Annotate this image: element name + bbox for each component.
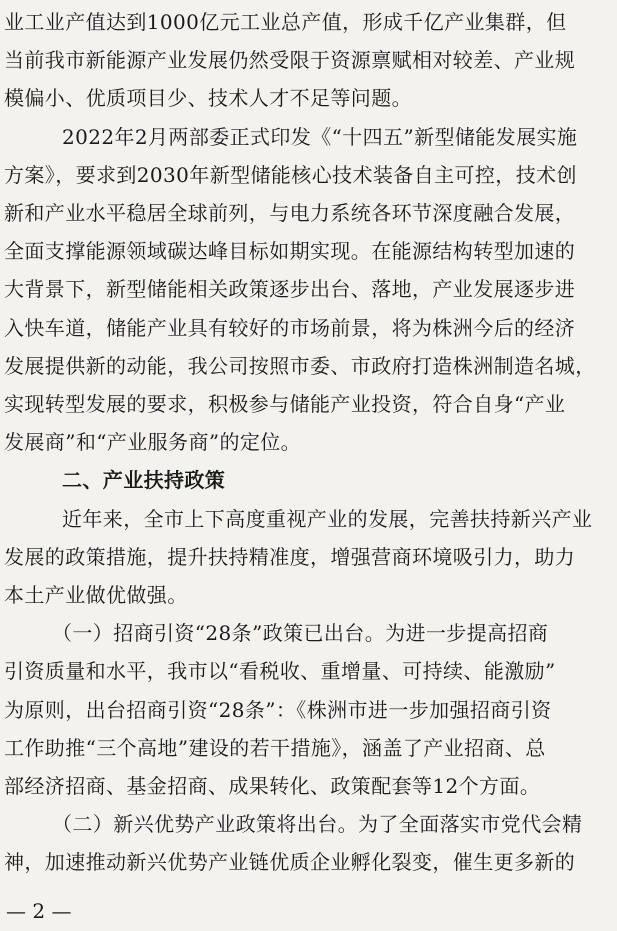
paragraph-4-line-3: 为原则，出台招商引资“28条”：《株洲市进一步加强招商引资 <box>4 697 552 722</box>
paragraph-2-line-9: 发展商”和“产业服务商”的定位。 <box>4 430 302 455</box>
paragraph-1-line-2: 当前我市新能源产业发展仍然受限于资源禀赋相对较差、产业规 <box>4 48 576 73</box>
paragraph-2-line-7: 发展提供新的动能，我公司按照市委、市政府打造株洲制造名城， <box>4 353 596 378</box>
paragraph-4-line-1: （一）招商引资“28条”政策已出台。为进一步提高招商 <box>52 621 549 646</box>
paragraph-4-line-4: 工作助推“三个高地”建设的若干措施》，涵盖了产业招商、总 <box>4 735 546 760</box>
paragraph-2-line-3: 新和产业水平稳居全球前列，与电力系统各环节深度融合发展， <box>4 201 576 225</box>
paragraph-3-line-1: 近年来，全市上下高度重视产业的发展，完善扶持新兴产业 <box>62 506 593 531</box>
paragraph-5-line-1: （二）新兴优势产业政策将出台。为了全面落实市党代会精 <box>52 812 583 837</box>
section-heading: 二、产业扶持政策 <box>62 468 226 493</box>
paragraph-3-line-3: 本土产业做优做强。 <box>4 583 188 607</box>
paragraph-2-line-4: 全面支撑能源领域碳达峰目标如期实现。在能源结构转型加速的 <box>4 239 576 264</box>
paragraph-2-line-5: 大背景下，新型储能相关政策逐步出台、落地，产业发展逐步进 <box>4 277 576 302</box>
paragraph-1-line-3: 模偏小、优质项目少、技术人才不足等问题。 <box>4 86 412 111</box>
paragraph-4-line-2: 引资质量和水平，我市以“看税收、重增量、可持续、能激励” <box>4 659 556 684</box>
paragraph-2-line-6: 入快车道，储能产业具有较好的市场前景，将为株洲今后的经济 <box>4 315 576 340</box>
paragraph-2-line-2: 方案》，要求到2030年新型储能核心技术装备自主可控，技术创 <box>4 162 577 187</box>
paragraph-2-line-8: 实现转型发展的要求，积极参与储能产业投资，符合自身“产业 <box>4 392 566 416</box>
paragraph-3-line-2: 发展的政策措施，提升扶持精准度，增强营商环境吸引力，助力 <box>4 544 576 569</box>
paragraph-5-line-2: 神，加速推动新兴优势产业链优质企业孵化裂变，催生更多新的 <box>4 850 576 875</box>
paragraph-1-line-1: 业工业产值达到1000亿元工业总产值，形成千亿产业集群，但 <box>4 10 567 34</box>
paragraph-4-line-5: 部经济招商、基金招商、成果转化、政策配套等12个方面。 <box>4 774 541 798</box>
page-number: — 2 — <box>6 899 72 923</box>
paragraph-2-line-1: 2022年2月两部委正式印发《“十四五”新型储能发展实施 <box>62 124 578 149</box>
